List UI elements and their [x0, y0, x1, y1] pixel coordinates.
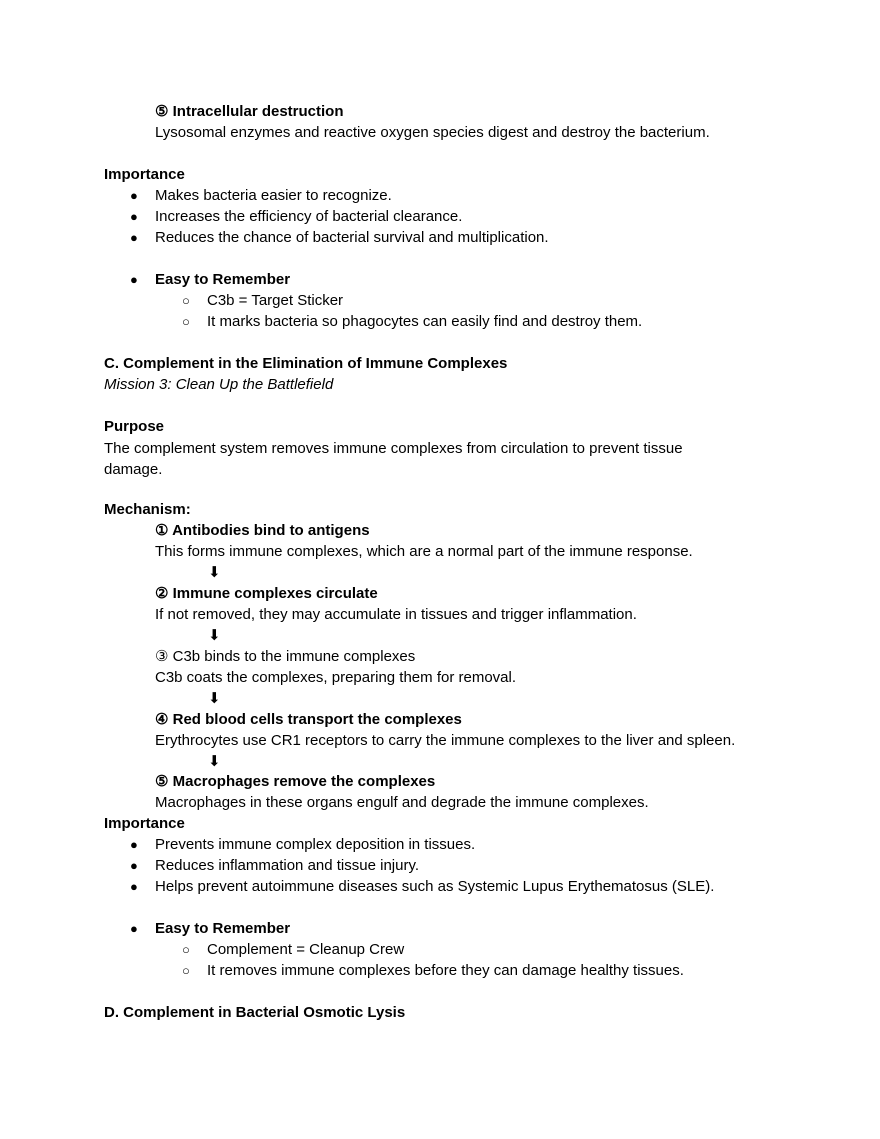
- easy-to-remember-heading: Easy to Remember: [155, 920, 291, 937]
- section-c-subtitle: Mission 3: Clean Up the Battlefield: [104, 376, 334, 393]
- step-title: Intracellular destruction: [172, 103, 344, 120]
- step-number: ①: [155, 522, 169, 539]
- mechanism-step-heading: [155, 772, 435, 792]
- mechanism-step-body: Macrophages in these organs engulf and degrade the immune complexes.: [155, 794, 649, 811]
- purpose-heading: Purpose: [104, 418, 165, 435]
- step-title: Macrophages remove the complexes: [172, 773, 436, 790]
- sub-bullet-icon: ○: [182, 314, 190, 329]
- step-number: ②: [155, 585, 169, 602]
- step-title: Immune complexes circulate: [172, 585, 378, 602]
- list-item: C3b = Target Sticker: [207, 292, 344, 309]
- step-number: ⑤: [155, 103, 169, 120]
- list-item: Helps prevent autoimmune diseases such as Systemic Lupus Erythematosus (SLE).: [155, 878, 715, 895]
- bullet-icon: ●: [130, 188, 138, 203]
- mechanism-step-body: This forms immune complexes, which are a normal part of the immune response.: [155, 543, 693, 560]
- list-item: Makes bacteria easier to recognize.: [155, 187, 392, 204]
- arrow-down-icon: ⬇: [208, 753, 221, 770]
- arrow-down-icon: ⬇: [208, 627, 221, 644]
- step-number: ⑤: [155, 773, 169, 790]
- importance-heading: Importance: [104, 815, 185, 832]
- list-item: Complement = Cleanup Crew: [207, 941, 405, 958]
- mechanism-step-heading: [155, 647, 415, 667]
- arrow-down-icon: ⬇: [208, 690, 221, 707]
- list-item: Prevents immune complex deposition in tissues.: [155, 836, 476, 853]
- sub-bullet-icon: ○: [182, 963, 190, 978]
- purpose-body: The complement system removes immune complexes from circulation to prevent tissue damage.: [104, 440, 683, 478]
- section-d-title: D. Complement in Bacterial Osmotic Lysis: [104, 1004, 406, 1021]
- mechanism-step-body: C3b coats the complexes, preparing them for removal.: [155, 669, 517, 686]
- mechanism-step-heading: [155, 710, 462, 730]
- section-c-title: C. Complement in the Elimination of Immune Complexes: [104, 355, 508, 372]
- step-title: C3b binds to the immune complexes: [172, 648, 416, 665]
- list-item: It marks bacteria so phagocytes can easily find and destroy them.: [207, 313, 643, 330]
- bullet-icon: ●: [130, 209, 138, 224]
- step-5-heading: [155, 102, 344, 122]
- step-number: ④: [155, 711, 169, 728]
- importance-heading: Importance: [104, 166, 185, 183]
- step-number: ③: [155, 648, 169, 665]
- bullet-icon: ●: [130, 837, 138, 852]
- bullet-icon: ●: [130, 858, 138, 873]
- bullet-icon: ●: [130, 921, 138, 936]
- list-item: Reduces inflammation and tissue injury.: [155, 857, 420, 874]
- list-item: It removes immune complexes before they can damage healthy tissues.: [207, 962, 684, 979]
- mechanism-heading: Mechanism:: [104, 501, 191, 518]
- bullet-icon: ●: [130, 272, 138, 287]
- easy-to-remember-heading: Easy to Remember: [155, 271, 291, 288]
- mechanism-step-body: If not removed, they may accumulate in tissues and trigger inflammation.: [155, 606, 637, 623]
- list-item: Increases the efficiency of bacterial clearance.: [155, 208, 463, 225]
- mechanism-step-heading: [155, 521, 370, 541]
- mechanism-step-heading: [155, 584, 378, 604]
- arrow-down-icon: ⬇: [208, 564, 221, 581]
- bullet-icon: ●: [130, 879, 138, 894]
- step-title: Antibodies bind to antigens: [172, 522, 370, 539]
- bullet-icon: ●: [130, 230, 138, 245]
- sub-bullet-icon: ○: [182, 293, 190, 308]
- step-title: Red blood cells transport the complexes: [172, 711, 462, 728]
- sub-bullet-icon: ○: [182, 942, 190, 957]
- step-5-body: Lysosomal enzymes and reactive oxygen species digest and destroy the bacterium.: [155, 124, 710, 141]
- list-item: Reduces the chance of bacterial survival and multiplication.: [155, 229, 549, 246]
- mechanism-step-body: Erythrocytes use CR1 receptors to carry the immune complexes to the liver and spleen.: [155, 732, 736, 749]
